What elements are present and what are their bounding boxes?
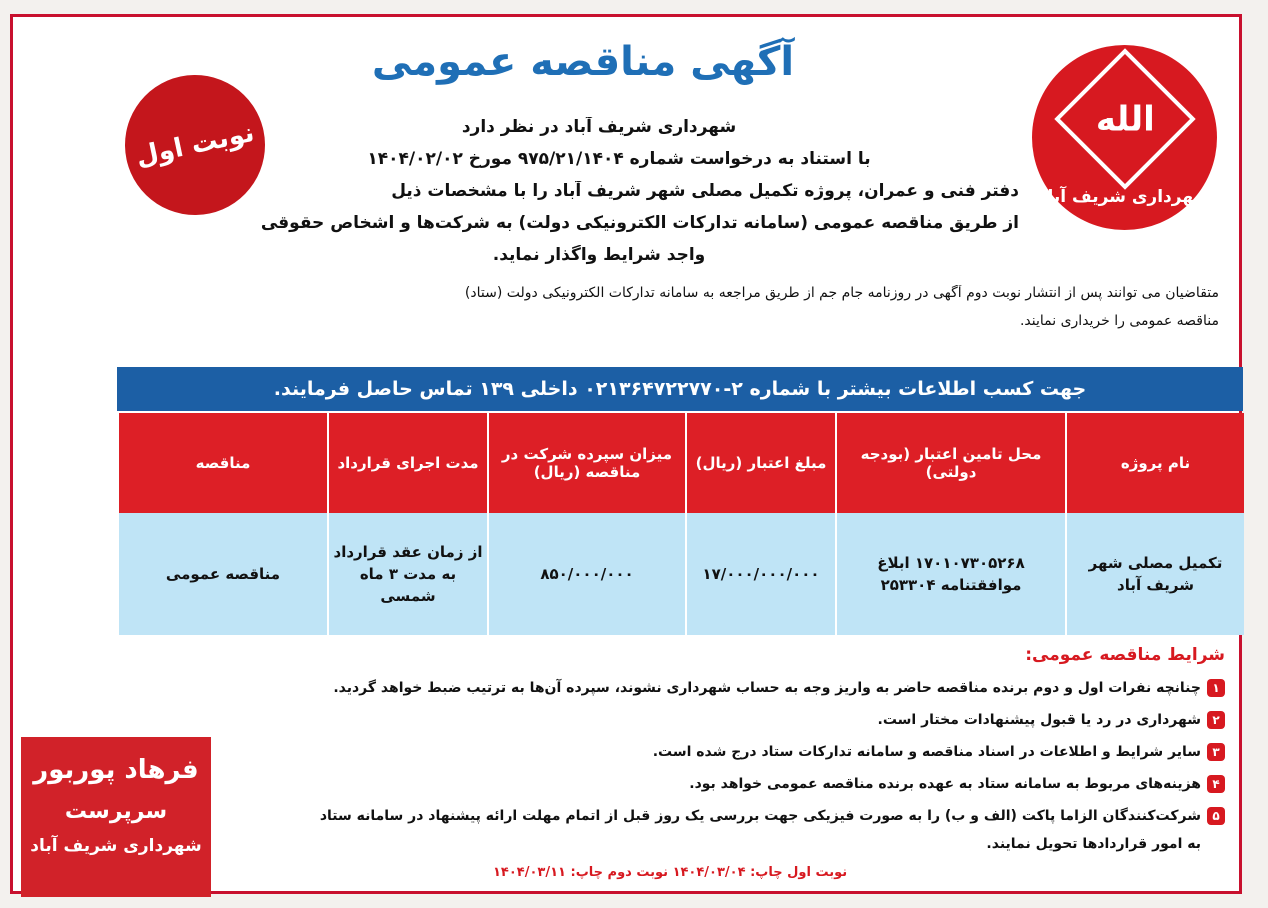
cell-funding-source: ۱۷۰۱۰۷۳۰۵۲۶۸ ابلاغ موافقتنامه ۲۵۳۳۰۴ <box>836 513 1066 635</box>
col-project-name: نام پروژه <box>1066 413 1244 513</box>
signer-org: شهرداری شریف آباد <box>30 836 202 856</box>
signature-block <box>21 737 211 897</box>
publication-dates: نوبت اول چاپ: ۱۴۰۴/۰۳/۰۴ نوبت دوم چاپ: ۱۴۰۴/۰۳/۱۱ <box>493 865 848 880</box>
cell-duration: از زمان عقد قرارداد به مدت ۳ ماه شمسی <box>328 513 488 635</box>
emblem-text: الله <box>1095 98 1154 139</box>
intro-line-1: شهرداری شریف آباد در نظر دارد <box>461 117 737 137</box>
condition-number: ۵ <box>1207 807 1225 825</box>
condition-text: هزینه‌های مربوط به سامانه ستاد به عهده برنده مناقصه عمومی خواهد بود. <box>689 776 1201 792</box>
condition-text: سایر شرایط و اطلاعات در اسناد مناقصه و سامانه تدارکات ستاد درج شده است. <box>652 744 1201 760</box>
table-row <box>118 513 1244 635</box>
table-header-row <box>118 413 1244 513</box>
intro-line-2: با استناد به درخواست شماره ۹۷۵/۲۱/۱۴۰۴ مورخ ۱۴۰۴/۰۲/۰۲ <box>367 149 871 169</box>
col-duration: مدت اجرای قرارداد <box>328 413 488 513</box>
municipality-logo <box>1032 45 1217 230</box>
condition-item <box>315 743 1225 766</box>
note-line-2: مناقصه عمومی را خریداری نمایند. <box>1019 313 1219 329</box>
logo-caption: شهرداری شریف آباد <box>1038 186 1211 207</box>
col-credit-amount: مبلغ اعتبار (ریال) <box>686 413 836 513</box>
cell-project-name: تکمیل مصلی شهر شریف آباد <box>1066 513 1244 635</box>
tender-table <box>117 413 1244 635</box>
note-line-1: متقاضیان می توانند پس از انتشار نوبت دوم آگهی در روزنامه جام جم از طریق مراجعه به سامانه تدارکات الکترونیکی دولت (ستاد) <box>464 285 1219 301</box>
condition-item <box>315 775 1225 798</box>
cell-deposit: ۸۵۰/۰۰۰/۰۰۰ <box>488 513 686 635</box>
condition-item <box>315 807 1225 858</box>
intro-line-3: دفتر فنی و عمران، پروژه تکمیل مصلی شهر شریف آباد را با مشخصات ذیل <box>391 181 1019 201</box>
badge-text: نوبت اول <box>133 117 257 173</box>
condition-text: چنانچه نفرات اول و دوم برنده مناقصه حاضر به واریز وجه به حساب شهرداری نشوند، سپرده آن‌ها به ترتیب ضبط خواهد گردید. <box>333 680 1201 696</box>
cell-tender-type: مناقصه عمومی <box>118 513 328 635</box>
signer-role: سرپرست <box>64 799 168 824</box>
condition-item <box>315 711 1225 734</box>
col-deposit: میزان سپرده شرکت در مناقصه (ریال) <box>488 413 686 513</box>
condition-number: ۴ <box>1207 775 1225 793</box>
intro-line-5: واجد شرایط واگذار نماید. <box>492 245 706 265</box>
signer-name: فرهاد پوربور <box>33 755 199 785</box>
condition-text: شرکت‌کنندگان الزاما پاکت (الف و ب) را به صورت فیزیکی جهت بررسی یک روز قبل از اتمام مهلت ارائه پیشنهاد در سامانه ستاد به امور قراردادها تحویل نمایند. <box>319 808 1201 852</box>
conditions-title: شرایط مناقصه عمومی: <box>1025 645 1225 665</box>
page-title: آگهی مناقصه عمومی <box>371 39 795 85</box>
cell-credit-amount: ۱۷/۰۰۰/۰۰۰/۰۰۰ <box>686 513 836 635</box>
condition-item <box>315 679 1225 702</box>
emblem-icon <box>1054 48 1195 189</box>
first-publication-badge <box>112 62 278 228</box>
contact-banner: جهت کسب اطلاعات بیشتر با شماره ۲-۰۲۱۳۶۴۷۲۲۷۷۰ داخلی ۱۳۹ تماس حاصل فرمایند. <box>117 367 1243 411</box>
col-tender-type: مناقصه <box>118 413 328 513</box>
tender-notice <box>10 14 1242 894</box>
col-funding-source: محل تامین اعتبار (بودجه دولتی) <box>836 413 1066 513</box>
condition-number: ۱ <box>1207 679 1225 697</box>
condition-number: ۳ <box>1207 743 1225 761</box>
intro-line-4: از طریق مناقصه عمومی (سامانه تدارکات الکترونیکی دولت) به شرکت‌ها و اشخاص حقوقی <box>260 213 1019 233</box>
condition-number: ۲ <box>1207 711 1225 729</box>
condition-text: شهرداری در رد یا قبول پیشنهادات مختار است. <box>877 712 1201 728</box>
